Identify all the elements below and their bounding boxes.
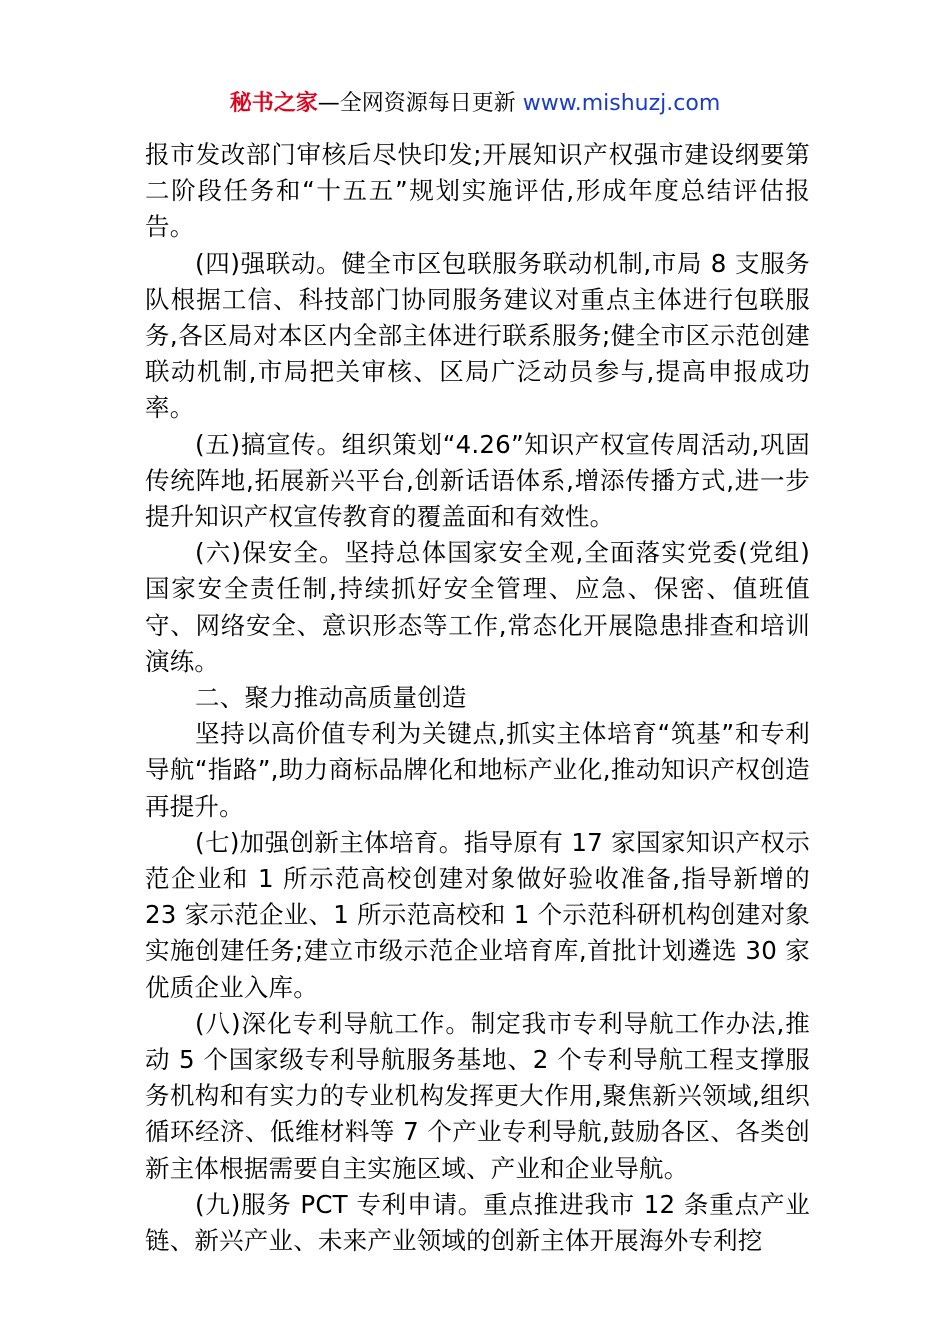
header-url-link[interactable]: www.mishuzj.com xyxy=(522,91,721,116)
paragraph-item-6: (六)保安全。坚持总体国家安全观,全面落实党委(党组)国家安全责任制,持续抓好安全管理、应急、保密、值班值守、网络安全、意识形态等工作,常态化开展隐患排查和培训演练。 xyxy=(145,538,810,676)
paragraph-item-7: (七)加强创新主体培育。指导原有 17 家国家知识产权示范企业和 1 所示范高校创建对象做好验收准备,指导新增的 23 家示范企业、1 所示范高校和 1 个示范科研机构创建对象实施创建任务;建立市级示范企业培育库,首批计划遴选 30 家优质企业入库。 xyxy=(145,827,810,1002)
paragraph-item-4: (四)强联动。健全市区包联服务联动机制,市局 8 支服务队根据工信、科技部门协同服务建议对重点主体进行包联服务,各区局对本区内全部主体进行联系服务;健全市区示范创建联动机制,市局把关审核、区局广泛动员参与,提高申报成功率。 xyxy=(145,248,810,423)
paragraph-item-8: (八)深化专利导航工作。制定我市专利导航工作办法,推动 5 个国家级专利导航服务基地、2 个专利导航工程支撑服务机构和有实力的专业机构发挥更大作用,聚焦新兴领域,组织循环经济、低维材料等 7 个产业专利导航,鼓励各区、各类创新主体根据需要自主实施区域、产业和企业导航。 xyxy=(145,1008,810,1183)
page-header xyxy=(0,86,950,122)
section-heading-2: 二、聚力推动高质量创造 xyxy=(195,683,467,713)
section-intro: 坚持以高价值专利为关键点,抓实主体培育“筑基”和专利导航“指路”,助力商标品牌化和地标产业化,推动知识产权创造再提升。 xyxy=(145,719,810,821)
document-body xyxy=(145,137,810,1259)
paragraph-item-5: (五)搞宣传。组织策划“4.26”知识产权宣传周活动,巩固传统阵地,拓展新兴平台,创新话语体系,增添传播方式,进一步提升知识产权宣传教育的覆盖面和有效性。 xyxy=(145,429,810,532)
header-brand: 秘书之家 xyxy=(229,91,318,116)
header-tagline: —全网资源每日更新 xyxy=(317,91,523,116)
paragraph-continuation: 报市发改部门审核后尽快印发;开展知识产权强市建设纲要第二阶段任务和“十五五”规划实施评估,形成年度总结评估报告。 xyxy=(145,140,810,242)
paragraph-item-9: (九)服务 PCT 专利申请。重点推进我市 12 条重点产业链、新兴产业、未来产业领域的创新主体开展海外专利挖 xyxy=(145,1189,810,1256)
